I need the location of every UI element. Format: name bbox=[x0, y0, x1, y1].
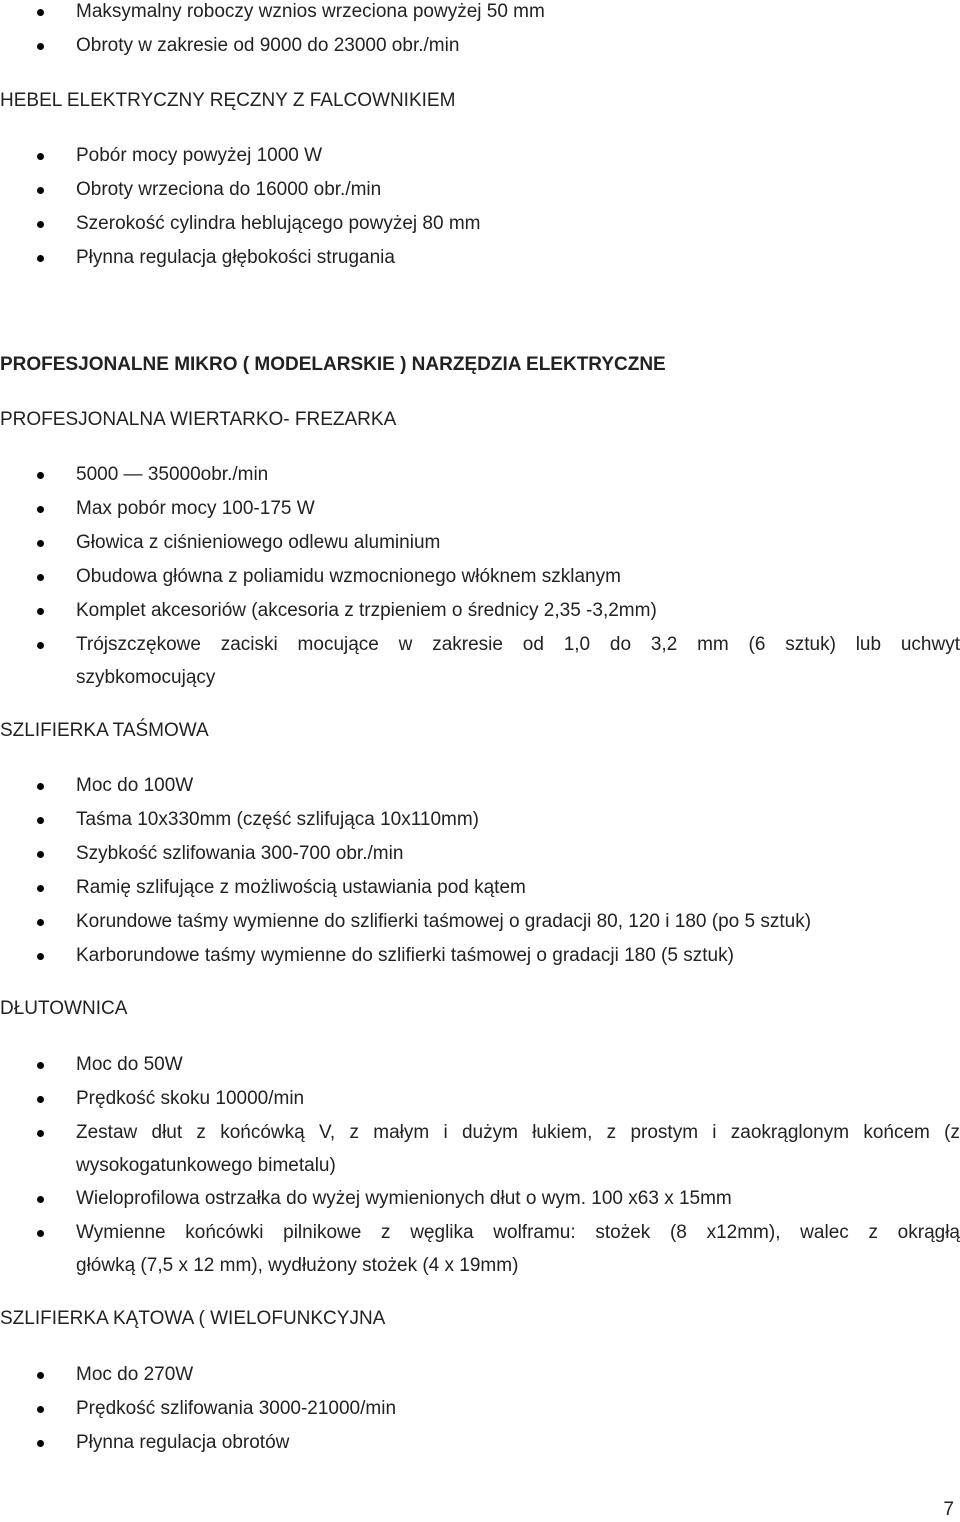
list-item: Wieloprofilowa ostrzałka do wyżej wymienionych dłut o wym. 100 x63 x 15mm bbox=[76, 1188, 732, 1209]
list-item: Szybkość szlifowania 300-700 obr./min bbox=[76, 843, 404, 864]
bullet-icon bbox=[37, 1372, 44, 1379]
list-item: Moc do 50W bbox=[76, 1054, 183, 1075]
list-item: Szerokość cylindra heblującego powyżej 80 mm bbox=[76, 213, 481, 234]
list-item: Ramię szlifujące z możliwością ustawiania pod kątem bbox=[76, 877, 526, 898]
section-heading: PROFESJONALNA WIERTARKO- FREZARKA bbox=[0, 409, 397, 430]
list-item: Prędkość szlifowania 3000-21000/min bbox=[76, 1398, 397, 1419]
list-item: Zestaw dłut z końcówką V, z małym i dużym łukiem, z prostym i zaokrąglonym końcem (z bbox=[76, 1122, 960, 1143]
section-heading: HEBEL ELEKTRYCZNY RĘCZNY Z FALCOWNIKIEM bbox=[0, 90, 456, 111]
page-number: 7 bbox=[943, 1499, 954, 1520]
list-item: Płynna regulacja obrotów bbox=[76, 1432, 290, 1453]
bullet-icon bbox=[37, 1130, 44, 1137]
list-item: Karborundowe taśmy wymienne do szlifierki taśmowej o gradacji 180 (5 sztuk) bbox=[76, 945, 734, 966]
bullet-icon bbox=[37, 817, 44, 824]
bullet-icon bbox=[37, 885, 44, 892]
list-item: Komplet akcesoriów (akcesoria z trzpieniem o średnicy 2,35 -3,2mm) bbox=[76, 600, 657, 621]
section-heading: SZLIFIERKA TAŚMOWA bbox=[0, 720, 209, 741]
list-item: Płynna regulacja głębokości strugania bbox=[76, 247, 395, 268]
bullet-icon bbox=[37, 1096, 44, 1103]
bullet-icon bbox=[37, 642, 44, 649]
list-item: Obroty wrzeciona do 16000 obr./min bbox=[76, 179, 382, 200]
bullet-icon bbox=[37, 1062, 44, 1069]
bullet-icon bbox=[37, 43, 44, 50]
bullet-icon bbox=[37, 1440, 44, 1447]
bullet-icon bbox=[37, 255, 44, 262]
list-item: Moc do 270W bbox=[76, 1364, 194, 1385]
bullet-icon bbox=[37, 9, 44, 16]
bullet-icon bbox=[37, 851, 44, 858]
list-item: Pobór mocy powyżej 1000 W bbox=[76, 145, 323, 166]
bullet-icon bbox=[37, 540, 44, 547]
bullet-icon bbox=[37, 221, 44, 228]
section-heading: DŁUTOWNICA bbox=[0, 998, 128, 1019]
list-item: Korundowe taśmy wymienne do szlifierki taśmowej o gradacji 80, 120 i 180 (po 5 sztuk) bbox=[76, 911, 812, 932]
bullet-icon bbox=[37, 574, 44, 581]
list-item: Obudowa główna z poliamidu wzmocnionego włóknem szklanym bbox=[76, 566, 621, 587]
bullet-icon bbox=[37, 153, 44, 160]
list-item: 5000 — 35000obr./min bbox=[76, 464, 269, 485]
list-item: Prędkość skoku 10000/min bbox=[76, 1088, 305, 1109]
list-item: Taśma 10x330mm (część szlifująca 10x110mm) bbox=[76, 809, 480, 830]
bullet-icon bbox=[37, 608, 44, 615]
list-item: Moc do 100W bbox=[76, 775, 194, 796]
bullet-icon bbox=[37, 1196, 44, 1203]
list-item: Wymienne końcówki pilnikowe z węglika wolframu: stożek (8 x12mm), walec z okrągłą bbox=[76, 1222, 960, 1243]
section-heading-bold: PROFESJONALNE MIKRO ( MODELARSKIE ) NARZĘDZIA ELEKTRYCZNE bbox=[0, 354, 666, 375]
bullet-icon bbox=[37, 1406, 44, 1413]
list-item: Max pobór mocy 100-175 W bbox=[76, 498, 315, 519]
bullet-icon bbox=[37, 919, 44, 926]
bullet-icon bbox=[37, 953, 44, 960]
bullet-icon bbox=[37, 506, 44, 513]
list-item-continuation: główką (7,5 x 12 mm), wydłużony stożek (4 x 19mm) bbox=[76, 1255, 519, 1276]
bullet-icon bbox=[37, 783, 44, 790]
bullet-icon bbox=[37, 472, 44, 479]
bullet-icon bbox=[37, 1230, 44, 1237]
list-item: Głowica z ciśnieniowego odlewu aluminium bbox=[76, 532, 441, 553]
section-heading: SZLIFIERKA KĄTOWA ( WIELOFUNKCYJNA bbox=[0, 1308, 386, 1329]
list-item-continuation: wysokogatunkowego bimetalu) bbox=[76, 1155, 336, 1176]
list-item: Obroty w zakresie od 9000 do 23000 obr./min bbox=[76, 35, 460, 56]
list-item-continuation: szybkomocujący bbox=[76, 667, 216, 688]
list-item: Trójszczękowe zaciski mocujące w zakresie od 1,0 do 3,2 mm (6 sztuk) lub uchwyt bbox=[76, 634, 960, 655]
bullet-icon bbox=[37, 187, 44, 194]
list-item: Maksymalny roboczy wznios wrzeciona powyżej 50 mm bbox=[76, 1, 545, 22]
